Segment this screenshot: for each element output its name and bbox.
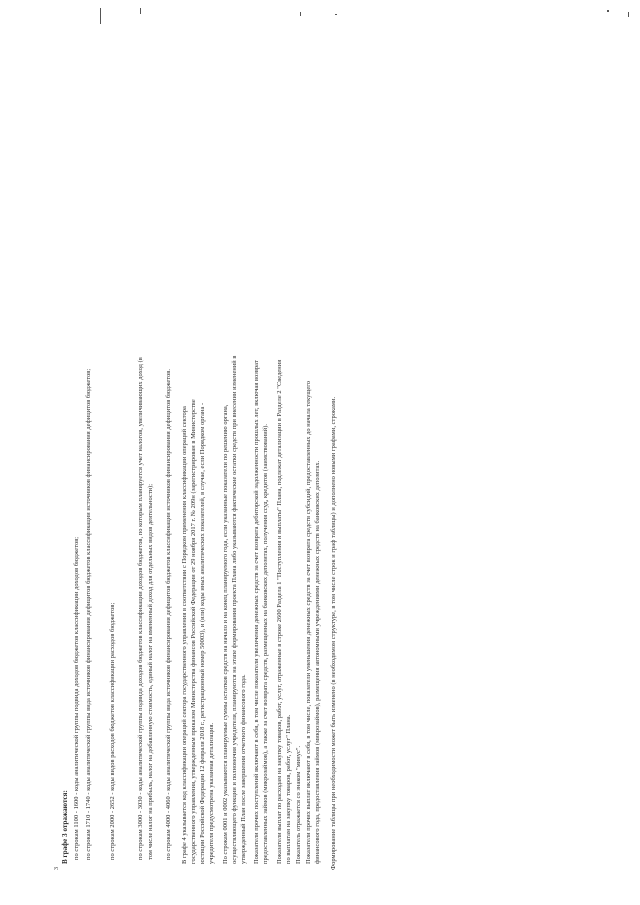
text-line: В графе 4 указывается код классификации операций сектора государственного управления в соответствии с Порядком применения классификации операций сектора <box>181 406 188 864</box>
text-line: по строкам 1100 - 1600 - коды аналитической группы подвида доходов бюджетов классификации доходов бюджетов; <box>73 536 80 860</box>
text-line: утвержденный План после завершения отчетного финансового года. <box>240 674 247 864</box>
text-line: по строкам 4000 - 4060 - коды аналитической группы вида источников финансирования дефицитов бюджетов классификации источников финансирования дефицитов бюджетов. <box>165 368 172 860</box>
text-line: Показатели прочих выплат включают в себя, в том числе, показатели уменьшения денежных средств за счет возврата средств субсидий, предоставленных до начала текущего <box>305 380 312 864</box>
text-line: государственного управления, утвержденным приказом Министерства финансов Российской Федерации от 29 ноября 2017 г. № 209н (зарегистрирован в Министерстве <box>190 399 197 864</box>
scan-artifact <box>628 12 629 17</box>
text-line: осуществляющего функции и полномочия учредителя, планируются на этапе формирования проекта Плана либо указываются фактические остатки средств при внесении изменений в <box>231 355 238 864</box>
text-line: по выплатам на закупку товаров, работ, услуг" Плана. <box>285 714 292 864</box>
text-line: учредителя предусмотрена указанная детализация. <box>208 722 215 864</box>
paragraph-heading: В графе 3 отражаются: <box>61 790 69 864</box>
text-line: Формирование таблицы при необходимости может быть изменено (в необходимом структуре, в том числе строк и граф таблицы) и дополнено новыми графами, строками. <box>330 396 337 870</box>
scan-artifact <box>335 14 337 15</box>
text-line: по строкам 3000 - 3030 - коды аналитической группы подвида доходов бюджетов классификации доходов бюджетов, по которым планируется учет налогов, увеличивающих доход (в <box>137 357 144 860</box>
text-line: предоставленных займов (микрозаймов), а также за счет возврата средств, размещенных на банковских депозитах, получения ссуд, кредитов (заимствований). <box>262 423 269 864</box>
text-line: том числе налог на прибыль, налог на добавленную стоимость, единый налог на вмененный доход для отдельных видов деятельности); <box>147 483 154 860</box>
text-line: юстиции Российской Федерации 12 февраля 2018 г., регистрационный номер 50003), и (или) коды иных аналитических показателей, в случае, если Порядком органа - <box>199 402 206 864</box>
text-line: Показатели прочих поступлений включают в себя, в том числе показатели увеличения денежных средств за счет возврата дебиторской задолженности прошлых лет, включая возврат <box>253 360 260 864</box>
scan-artifact <box>140 8 141 14</box>
scan-artifact <box>607 10 609 12</box>
text-line: финансового года, предоставления займов (микрозаймов), размещения автономными учреждениями денежных средств на банковских депозитах. <box>314 460 321 864</box>
text-line: По строкам 0001 и 0002 указываются планируемые суммы остатков средств на начало и на конец планируемого года, если указанные показатели по решению органа, <box>222 404 229 864</box>
text-line: по строкам 2000 - 2652 - коды видов расходов бюджетов классификации расходов бюджетов; <box>109 602 116 860</box>
scan-artifact <box>300 12 301 16</box>
text-line: Показатели выплат по расходам на закупку товаров, работ, услуг, отраженные в строке 2600 Раздела 1 "Поступления и выплаты" Плана, подлежат детализации в Разделе 2 "Сведения <box>276 359 283 864</box>
corner-mark: 3 <box>54 866 60 870</box>
text-line: по строкам 1710 - 1740 - коды аналитической группы вида источников финансирования дефицитов бюджетов классификации источников финансирования дефицитов бюджетов; <box>85 368 92 860</box>
text-line: Показатель отражается со знаком "минус". <box>295 745 302 864</box>
scan-artifact <box>100 8 101 24</box>
